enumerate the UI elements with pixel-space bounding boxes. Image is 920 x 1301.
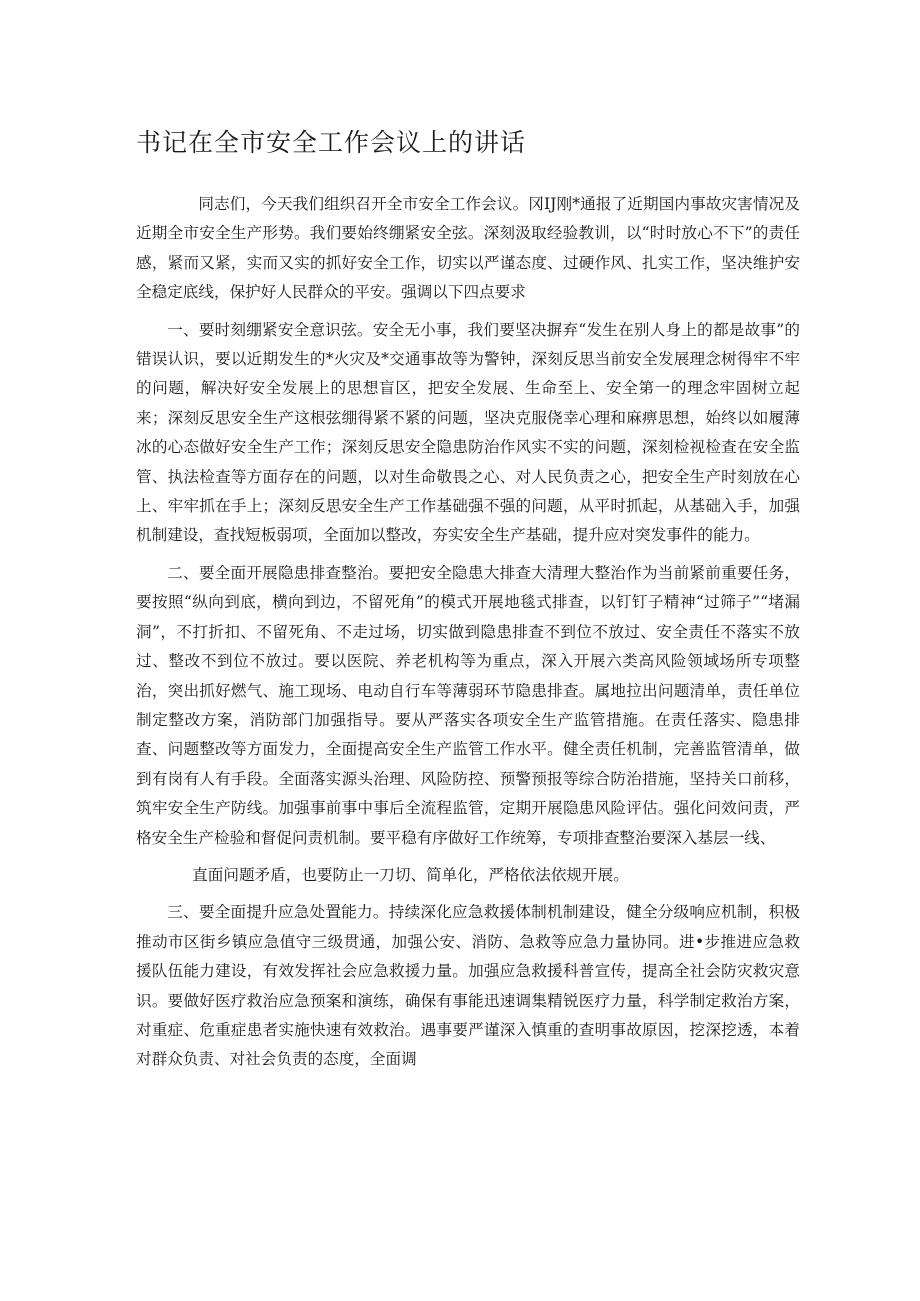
document-title: 书记在全市安全工作会议上的讲话 xyxy=(136,128,527,157)
paragraph-intro: 同志们，今天我们组织召开全市安全工作会议。冈IJ刚*通报了近期国内事故灾害情况及近期全市安全生产形势。我们要始终绷紧安全弦。深刻汲取经验教训，以“时时放心不下”的责任感，紧而又紧，实而又实的抓好安全工作，切实以严谨态度、过硬作风、扎实工作，坚决维护安全稳定底线，保护好人民群众的平安。强调以下四点要求 xyxy=(136,195,800,302)
paragraph-point-two: 二、要全面开展隐患排查整治。要把安全隐患大排查大清理大整治作为当前紧前重要任务，要按照“纵向到底，横向到边，不留死角”的模式开展地毯式排查，以钉钉子精神“过筛子”“堵漏洞”，不打折扣、不留死角、不走过场，切实做到隐患排查不到位不放过、安全责任不落实不放过、整改不到位不放过。要以医院、养老机构等为重点，深入开展六类高风险领域场所专项整治，突出抓好燃气、施工现场、电动自行车等薄弱环节隐患排查。属地拉出问题清单，责任单位制定整改方案，消防部门加强指导。要从严落实各项安全生产监管措施。在责任落实、隐患排查、问题整改等方面发力，全面提高安全生产监管工作水平。健全责任机制，完善监管清单，做到有岗有人有手段。全面落实源头治理、风险防控、预警预报等综合防治措施，坚持关口前移，筑牢安全生产防线。加强事前事中事后全流程监管，定期开展隐患风险评估。强化问效问责，严格安全生产检验和督促问责机制。要平稳有序做好工作统筹，专项排查整治要深入基层一线、 xyxy=(136,563,800,847)
paragraph-point-three: 三、要全面提升应急处置能力。持续深化应急救援体制机制建设，健全分级响应机制，积极推动市区街乡镇应急值守三级贯通，加强公安、消防、急救等应急力量协同。进•步推进应急救援队伍能力建设，有效发挥社会应急救援力量。加强应急救援科普宣传，提高全社会防灾救灾意识。要做好医疗救治应急预案和演练，确保有事能迅速调集精锐医疗力量，科学制定救治方案，对重症、危重症患者实施快速有效救治。遇事要严谨深入慎重的查明事故原因，挖深挖透，本着对群众负责、对社会负责的态度，全面调 xyxy=(136,903,800,1069)
paragraph-point-two-continued: 直面问题矛盾，也要防止一刀切、简单化，严格依法依规开展。 xyxy=(192,865,629,884)
paragraph-point-one: 一、要时刻绷紧安全意识弦。安全无小事，我们要坚决摒弃“发生在别人身上的都是故事”的错误认识，要以近期发生的*火灾及*交通事故等为警钟，深刻反思当前安全发展理念树得牢不牢的问题，解决好安全发展上的思想盲区，把安全发展、生命至上、安全第一的理念牢固树立起来；深刻反思安全生产这根弦绷得紧不紧的问题，坚决克服侥幸心理和麻痹思想，始终以如履薄冰的心态做好安全生产工作；深刻反思安全隐患防治作风实不实的问题，深刻检视检查在安全监管、执法检查等方面存在的问题，以对生命敬畏之心、对人民负责之心，把安全生产时刻放在心上、牢牢抓在手上；深刻反思安全生产工作基础强不强的问题，从平时抓起，从基础入手，加强机制建设，查找短板弱项，全面加以整改，夯实安全生产基础，提升应对突发事件的能力。 xyxy=(136,320,800,545)
document-body xyxy=(136,190,800,1083)
